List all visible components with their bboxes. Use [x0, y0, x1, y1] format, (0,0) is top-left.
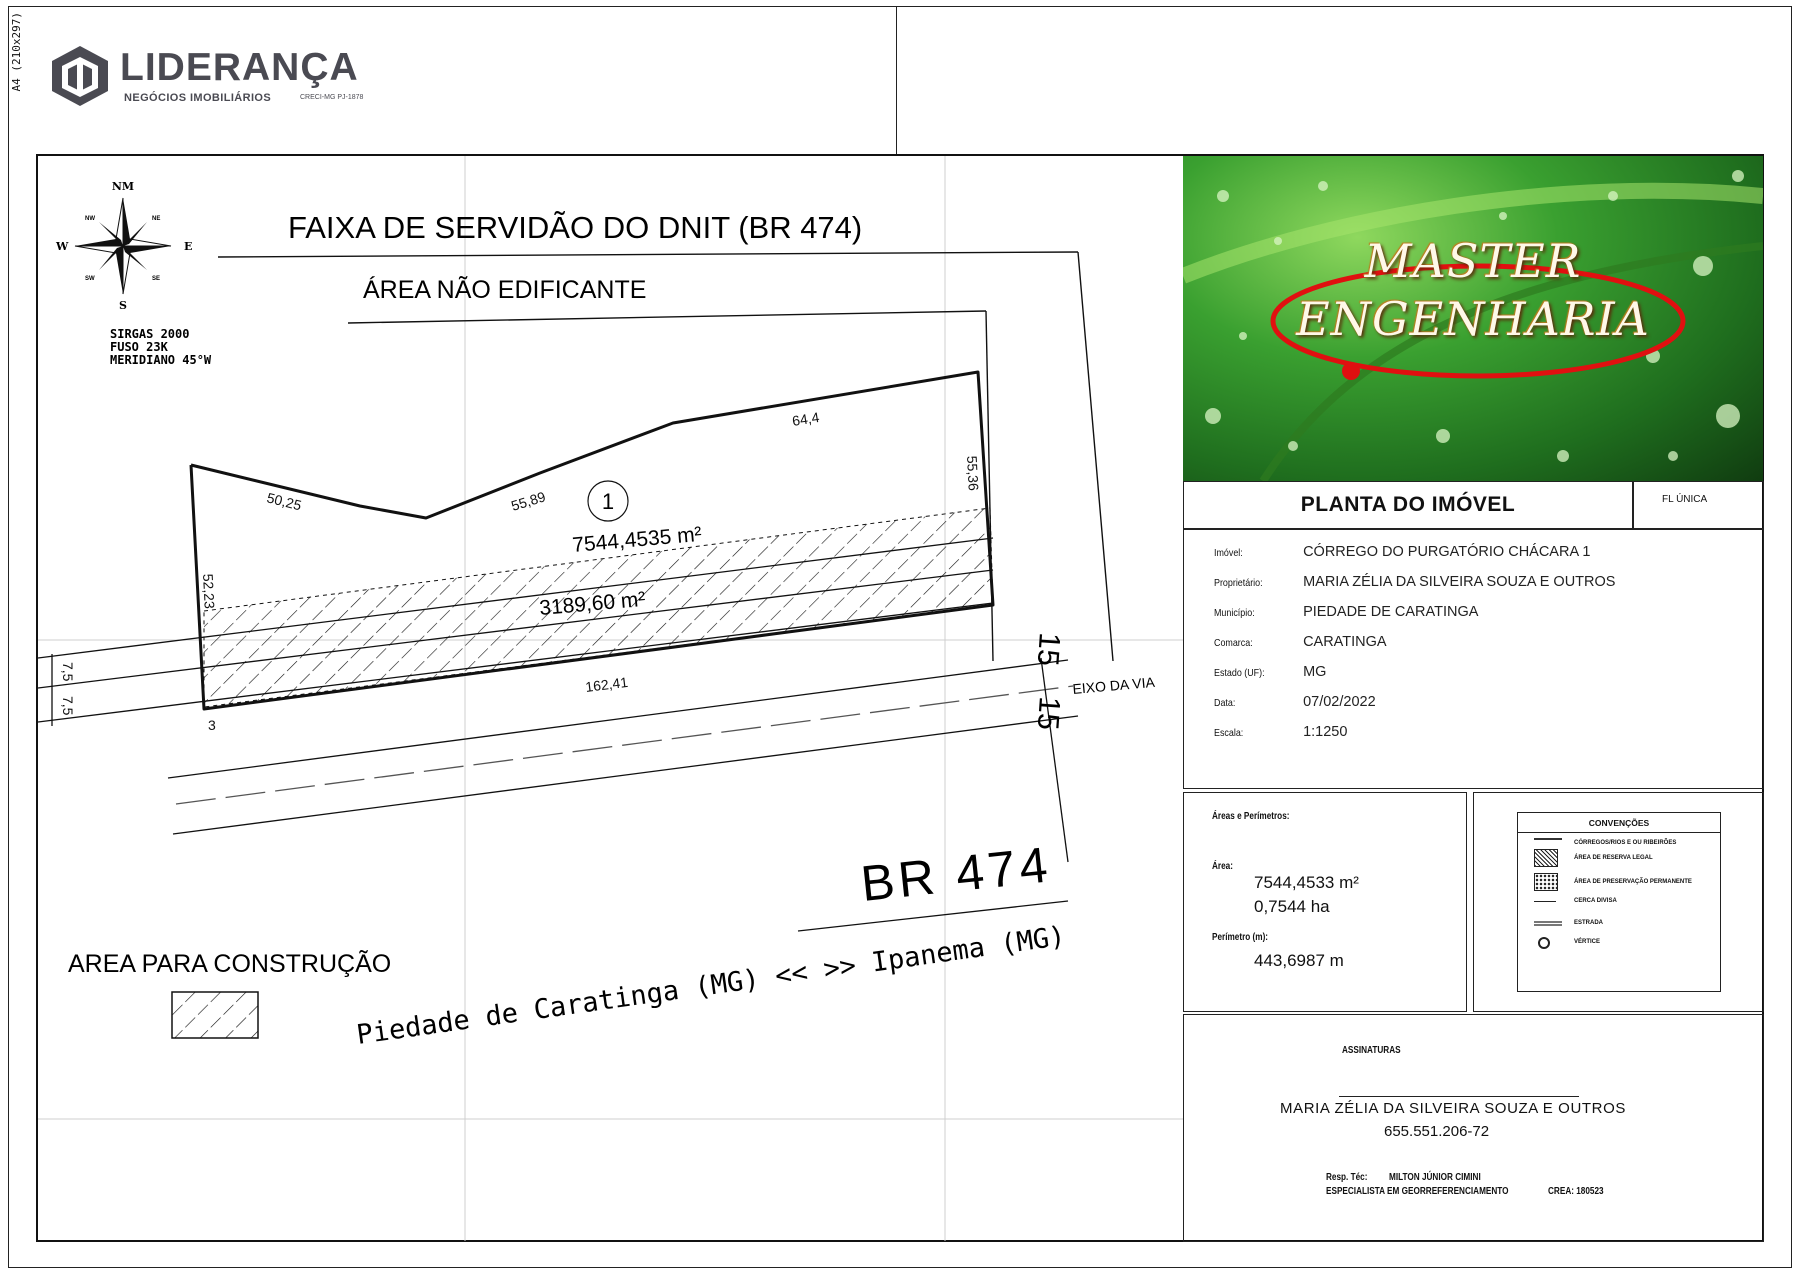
- info-value: CARATINGA: [1303, 634, 1387, 650]
- company-banner: [1183, 156, 1763, 481]
- plan-title: PLANTA DO IMÓVEL: [1183, 481, 1633, 529]
- format-note: A4 (210x297): [10, 12, 23, 92]
- info-value: CÓRREGO DO PURGATÓRIO CHÁCARA 1: [1303, 544, 1591, 560]
- lot-number: 1: [601, 489, 615, 514]
- road-direction: Piedade de Caratinga (MG) << >> Ipanema (MG): [354, 920, 1068, 1051]
- hexagon-logo-icon: [48, 44, 112, 108]
- servidao-line: [218, 252, 1078, 257]
- logo: [48, 44, 388, 112]
- convention-item: ÁREA DE RESERVA LEGAL: [1574, 855, 1653, 861]
- reserve-symbol-icon: [1534, 849, 1558, 867]
- datum-line-1: SIRGAS 2000: [110, 327, 190, 341]
- area-m2: 7544,4533 m²: [1254, 873, 1359, 892]
- dim-top-right: 64,4: [790, 408, 821, 429]
- datum-line-2: FUSO 23K: [110, 340, 168, 354]
- property-info: [1183, 529, 1764, 789]
- signature-line: [1339, 1096, 1579, 1097]
- vertex-label: 3: [208, 717, 216, 733]
- info-value: MG: [1303, 664, 1327, 680]
- road-offset-a: 15: [1030, 631, 1066, 668]
- info-value: 07/02/2022: [1303, 694, 1376, 710]
- info-label: Estado (UF):: [1214, 667, 1265, 679]
- tech-prefix: Resp. Téc:: [1326, 1172, 1368, 1183]
- area-ha: 0,7544 ha: [1254, 897, 1330, 916]
- info-label: Município:: [1214, 607, 1255, 619]
- info-row-comarca: [1214, 634, 1387, 650]
- info-label: Escala:: [1214, 727, 1244, 739]
- perimeter-label: Perímetro (m):: [1212, 932, 1269, 943]
- info-label: Imóvel:: [1214, 547, 1243, 559]
- nao-edificante-title: ÁREA NÃO EDIFICANTE: [363, 276, 647, 304]
- servidao-title: FAIXA DE SERVIDÃO DO DNIT (BR 474): [288, 210, 863, 245]
- hatched-area-label: 3189,60 m²: [538, 587, 647, 620]
- logo-name: LIDERANÇA: [120, 46, 359, 89]
- info-row-estado: [1214, 664, 1326, 680]
- area-label: Área:: [1212, 861, 1233, 872]
- info-label: Comarca:: [1214, 637, 1253, 649]
- signatures-panel: [1183, 1014, 1764, 1242]
- signatures-heading: ASSINATURAS: [1342, 1045, 1401, 1056]
- perimeter-value: 443,6987 m: [1254, 951, 1344, 970]
- logo-creci: CRECI-MG PJ-1878: [300, 94, 364, 101]
- sheet-number: FL ÚNICA: [1633, 481, 1764, 529]
- nao-edificante-line: [348, 311, 986, 323]
- north-label: NM: [111, 180, 135, 193]
- east-label: E: [184, 240, 193, 253]
- convention-item: ÁREA DE PRESERVAÇÃO PERMANENTE: [1574, 879, 1692, 885]
- road-symbol-icon: [1534, 921, 1562, 926]
- vertex-symbol-icon: [1538, 937, 1550, 949]
- fence-symbol-icon: [1534, 901, 1556, 902]
- dim-top-mid: 55,89: [509, 488, 548, 514]
- info-row-proprietario: [1214, 574, 1615, 590]
- west-label: W: [56, 240, 69, 253]
- lot-area-label: 7544,4535 m²: [571, 522, 703, 557]
- conventions-divider: [1518, 832, 1720, 833]
- sw-label: SW: [85, 276, 95, 282]
- company-name-line1: MASTER: [1364, 234, 1582, 288]
- company-name-line2: ENGENHARIA: [1296, 292, 1650, 346]
- offset-b-label: 7,5: [60, 696, 76, 716]
- preservation-symbol-icon: [1534, 873, 1558, 891]
- ne-label: NE: [152, 216, 161, 222]
- stream-symbol-icon: [1534, 838, 1562, 840]
- dim-left: 52,23: [200, 573, 218, 610]
- legend-swatch: [172, 992, 258, 1038]
- axis-label: EIXO DA VIA: [1071, 673, 1156, 697]
- logo-subtitle: NEGÓCIOS IMOBILIÁRIOS: [124, 92, 272, 104]
- info-label: Data:: [1214, 697, 1236, 709]
- convention-item: CÓRREGOS/RIOS E OU RIBEIRÕES: [1574, 840, 1677, 846]
- tech-role: ESPECIALISTA EM GEORREFERENCIAMENTO: [1326, 1186, 1509, 1197]
- dim-right: 55,36: [964, 455, 982, 492]
- areas-perimeters: [1183, 792, 1467, 1012]
- offset-a-label: 7,5: [60, 662, 76, 682]
- tech-crea: CREA: 180523: [1548, 1186, 1604, 1197]
- info-row-data: [1214, 694, 1376, 710]
- convention-item: CERCA DIVISA: [1574, 898, 1617, 904]
- road-name: BR 474: [858, 836, 1054, 912]
- nw-label: NW: [85, 216, 95, 222]
- dim-bottom: 162,41: [584, 673, 629, 695]
- convention-item: ESTRADA: [1574, 920, 1604, 926]
- legend-label: AREA PARA CONSTRUÇÃO: [68, 950, 392, 978]
- convention-item: VÉRTICE: [1574, 939, 1601, 945]
- conventions-legend: [1517, 812, 1721, 992]
- owner-name: MARIA ZÉLIA DA SILVEIRA SOUZA E OUTROS: [1280, 1100, 1626, 1117]
- tech-name: MILTON JÚNIOR CIMINI: [1389, 1172, 1481, 1183]
- se-label: SE: [152, 276, 161, 282]
- owner-id: 655.551.206-72: [1384, 1123, 1490, 1140]
- info-value: MARIA ZÉLIA DA SILVEIRA SOUZA E OUTROS: [1303, 574, 1616, 590]
- info-label: Proprietário:: [1214, 577, 1263, 589]
- info-value: PIEDADE DE CARATINGA: [1303, 604, 1479, 620]
- road-offset-b: 15: [1030, 695, 1066, 732]
- header-divider: [896, 6, 897, 154]
- conventions-heading: CONVENÇÕES: [1588, 818, 1650, 828]
- info-value: 1:1250: [1303, 724, 1348, 740]
- info-row-municipio: [1214, 604, 1478, 620]
- south-label: S: [119, 299, 127, 312]
- areas-heading: Áreas e Perímetros:: [1212, 811, 1290, 822]
- dim-top-left: 50,25: [265, 489, 304, 514]
- site-plan-drawing: [38, 156, 1183, 1241]
- datum-line-3: MERIDIANO 45°W: [110, 353, 212, 367]
- info-row-imovel: [1214, 544, 1590, 560]
- info-row-escala: [1214, 724, 1347, 740]
